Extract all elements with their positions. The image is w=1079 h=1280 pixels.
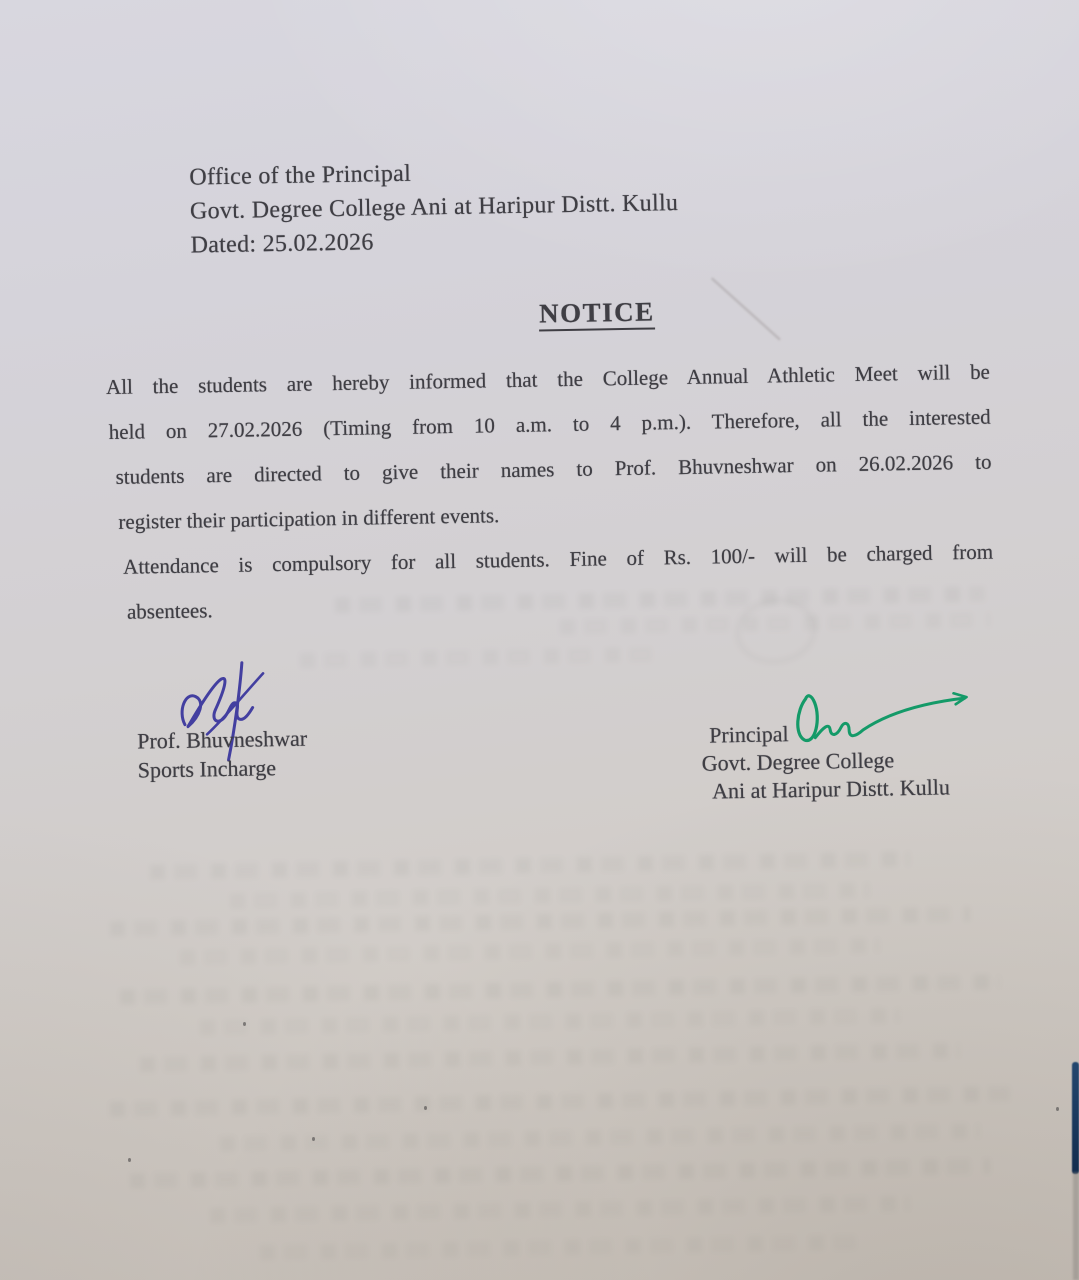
body-line: students are directed to give their names to Prof. Bhuvneshwar on 26.02.2026 to: [115, 449, 992, 489]
signatory-role: Sports Incharge: [137, 755, 277, 783]
org-line-1: Govt. Degree College: [701, 747, 895, 776]
body-line: register their participation in different events.: [118, 503, 500, 534]
header-date-line: Dated: 25.02.2026: [190, 229, 374, 259]
signature-stroke: [181, 678, 252, 727]
body-line: Attendance is compulsory for all students. Fine of Rs. 100/- will be charged from: [122, 539, 994, 579]
header-college-line: Govt. Degree College Ani at Haripur Distt. Kullu: [189, 190, 679, 225]
principal-label: Principal: [708, 721, 789, 748]
header-office-line: Office of the Principal: [189, 160, 412, 191]
notice-title-text: NOTICE: [539, 296, 655, 331]
signature-stroke: [815, 698, 966, 738]
notice-title: [477, 295, 718, 330]
org-line-2: Ani at Haripur Distt. Kullu: [711, 774, 951, 804]
signatory-name: Prof. Bhuvneshwar: [136, 725, 308, 754]
principal-signature-ink: [781, 687, 982, 754]
body-line: All the students are hereby informed that the College Annual Athletic Meet will be: [105, 359, 991, 400]
body-line: absentees.: [126, 598, 213, 624]
body-line: held on 27.02.2026 (Timing from 10 a.m. to 4 p.m.). Therefore, all the interested: [108, 404, 991, 445]
signature-stroke: [797, 696, 817, 741]
